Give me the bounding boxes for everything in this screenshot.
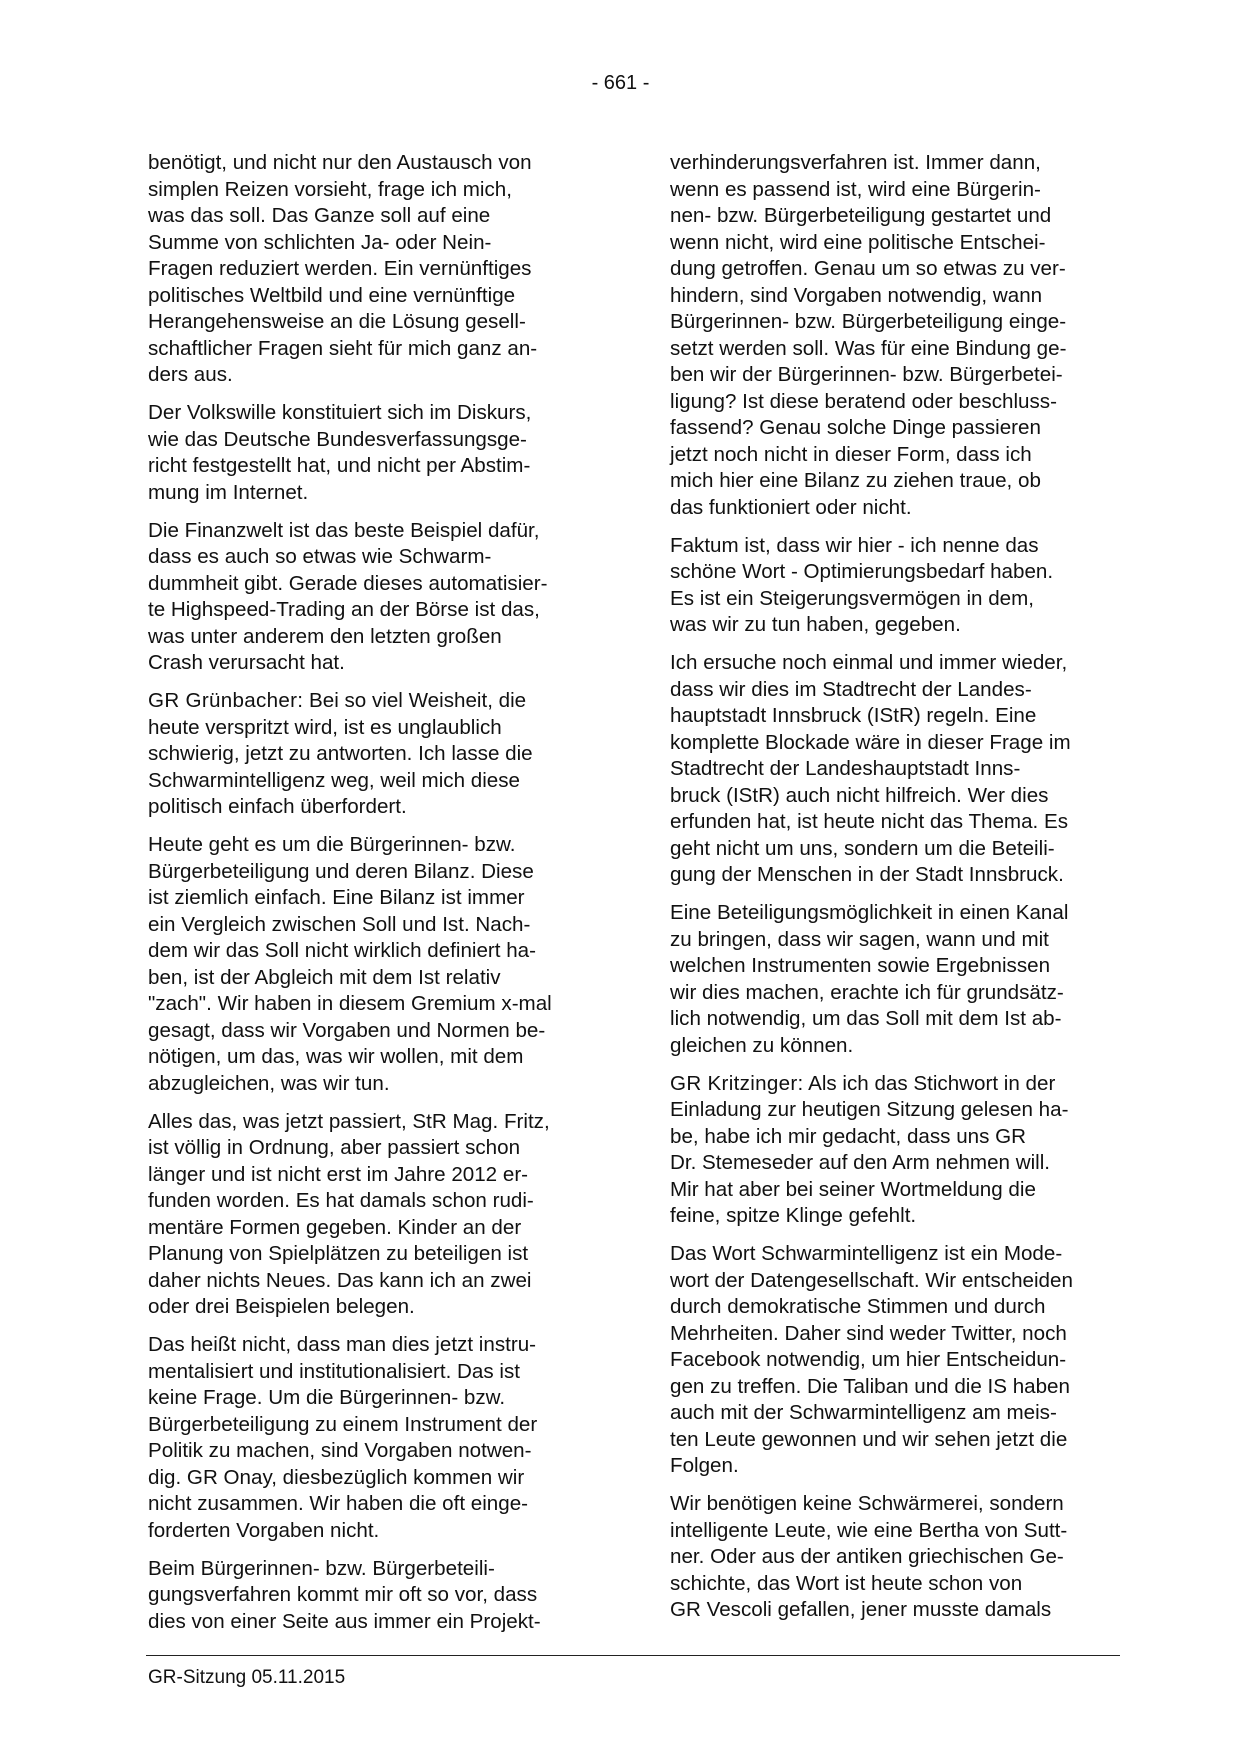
- text-line: mentalisiert und institutionalisiert. Das ist: [148, 1359, 520, 1383]
- page-number: - 661 -: [591, 72, 650, 94]
- text-line: Schwarmintelligenz weg, weil mich diese: [148, 768, 520, 792]
- text-line: jetzt noch nicht in dieser Form, dass ich: [670, 442, 1032, 466]
- text-line: Crash verursacht hat.: [148, 651, 345, 674]
- text-line: ben wir der Bürgerinnen- bzw. Bürgerbetei-: [670, 363, 1063, 386]
- text-line: Dr. Stemeseder auf den Arm nehmen will.: [670, 1151, 1051, 1174]
- text-line: Mehrheiten. Daher sind weder Twitter, noch: [670, 1321, 1067, 1345]
- text-line: Heute geht es um die Bürgerinnen- bzw.: [148, 833, 516, 856]
- text-line: Bürgerbeteiligung zu einem Instrument der: [148, 1412, 538, 1436]
- paragraph: [670, 650, 1110, 889]
- text-line: Alles das, was jetzt passiert, StR Mag. Fritz,: [148, 1109, 550, 1133]
- text-line: was das soll. Das Ganze soll auf eine: [148, 204, 491, 227]
- text-line: abzugleichen, was wir tun.: [148, 1071, 390, 1095]
- text-line: be, habe ich mir gedacht, dass uns GR: [670, 1124, 1027, 1148]
- text-line: Eine Beteiligungsmöglichkeit in einen Kanal: [670, 901, 1069, 924]
- text-line: oder drei Beispielen belegen.: [148, 1295, 415, 1318]
- text-line: heute verspritzt wird, ist es unglaublich: [148, 715, 502, 739]
- text-line: wie das Deutsche Bundesverfassungsge-: [148, 427, 527, 451]
- speech-text: Als ich das Stichwort in der: [803, 1071, 1056, 1095]
- text-line: schöne Wort - Optimierungsbedarf haben.: [670, 560, 1054, 583]
- text-line: [670, 1071, 1110, 1098]
- text-line: [148, 688, 588, 715]
- text-line: verhinderungsverfahren ist. Immer dann,: [670, 151, 1041, 174]
- text-line: dung getroffen. Genau um so etwas zu ver-: [670, 257, 1066, 280]
- paragraph: [148, 688, 588, 821]
- speech-text: Bei so viel Weisheit, die: [303, 689, 527, 712]
- text-line: Bürgerbeteiligung und deren Bilanz. Diese: [148, 859, 534, 883]
- footer-divider: [146, 1655, 1120, 1656]
- text-line: Der Volkswille konstituiert sich im Diskurs,: [148, 401, 532, 424]
- text-line: funden worden. Es hat damals schon rudi-: [148, 1189, 534, 1212]
- text-line: Politik zu machen, sind Vorgaben notwen-: [148, 1439, 532, 1462]
- speaker-name: GR Grünbacher:: [148, 689, 304, 712]
- text-line: dem wir das Soll nicht wirklich definiert ha-: [148, 939, 536, 962]
- text-line: das funktioniert oder nicht.: [670, 495, 912, 519]
- text-line: komplette Blockade wäre in dieser Frage im: [670, 730, 1071, 754]
- text-line: te Highspeed-Trading an der Börse ist das,: [148, 598, 540, 621]
- text-line: zu bringen, dass wir sagen, wann und mit: [670, 927, 1049, 951]
- text-line: Faktum ist, dass wir hier - ich nenne das: [670, 533, 1039, 557]
- text-line: Stadtrecht der Landeshauptstadt Inns-: [670, 757, 1021, 780]
- paragraph: [148, 1556, 588, 1636]
- text-line: lich notwendig, um das Soll mit dem Ist ab-: [670, 1007, 1062, 1030]
- text-line: ders aus.: [148, 363, 233, 386]
- text-line: "zach". Wir haben in diesem Gremium x-mal: [148, 992, 552, 1015]
- text-line: gen zu treffen. Die Taliban und die IS haben: [670, 1374, 1070, 1398]
- text-line: GR Vescoli gefallen, jener musste damals: [670, 1598, 1052, 1621]
- text-line: Wir benötigen keine Schwärmerei, sondern: [670, 1492, 1064, 1515]
- text-line: Es ist ein Steigerungsvermögen in dem,: [670, 586, 1035, 610]
- paragraph: [670, 1071, 1110, 1230]
- left-text-column: [148, 150, 588, 1647]
- text-line: Mir hat aber bei seiner Wortmeldung die: [670, 1177, 1036, 1201]
- text-line: wir dies machen, erachte ich für grundsätz-: [670, 980, 1064, 1004]
- text-line: Herangehensweise an die Lösung gesell-: [148, 310, 526, 333]
- text-line: forderten Vorgaben nicht.: [148, 1518, 380, 1542]
- text-line: simplen Reizen vorsieht, frage ich mich,: [148, 177, 512, 201]
- paragraph: [670, 900, 1110, 1059]
- text-line: wenn es passend ist, wird eine Bürgerin-: [670, 177, 1041, 201]
- text-line: gung der Menschen in der Stadt Innsbruck.: [670, 863, 1064, 886]
- text-line: gungsverfahren kommt mir oft so vor, dass: [148, 1583, 538, 1606]
- text-line: geht nicht um uns, sondern um die Beteili-: [670, 836, 1055, 860]
- text-line: Planung von Spielplätzen zu beteiligen ist: [148, 1242, 529, 1265]
- text-line: Das Wort Schwarmintelligenz ist ein Mode-: [670, 1242, 1063, 1265]
- text-line: hauptstadt Innsbruck (IStR) regeln. Eine: [670, 704, 1037, 727]
- text-line: nötigen, um das, was wir wollen, mit dem: [148, 1045, 524, 1068]
- text-line: politisches Weltbild und eine vernünftige: [148, 283, 516, 307]
- text-line: mung im Internet.: [148, 480, 309, 504]
- text-line: auch mit der Schwarmintelligenz am meis-: [670, 1401, 1057, 1424]
- text-line: ligung? Ist diese beratend oder beschluss-: [670, 389, 1057, 413]
- paragraph: [148, 1109, 588, 1321]
- text-line: daher nichts Neues. Das kann ich an zwei: [148, 1268, 532, 1292]
- paragraph: [670, 150, 1110, 521]
- text-line: Einladung zur heutigen Sitzung gelesen ha-: [670, 1098, 1069, 1121]
- text-line: Summe von schlichten Ja- oder Nein-: [148, 230, 492, 254]
- text-line: ist ziemlich einfach. Eine Bilanz ist immer: [148, 886, 525, 909]
- text-line: mich hier eine Bilanz zu ziehen traue, ob: [670, 469, 1041, 492]
- text-line: welchen Instrumenten sowie Ergebnissen: [670, 954, 1051, 977]
- speaker-name: GR Kritzinger:: [670, 1071, 804, 1095]
- text-line: was wir zu tun haben, gegeben.: [670, 613, 961, 636]
- text-line: schwierig, jetzt zu antworten. Ich lasse die: [148, 742, 533, 765]
- text-line: Bürgerinnen- bzw. Bürgerbeteiligung einge-: [670, 310, 1067, 333]
- text-line: Fragen reduziert werden. Ein vernünftiges: [148, 257, 532, 280]
- text-line: setzt werden soll. Was für eine Bindung ge-: [670, 336, 1067, 360]
- text-line: politisch einfach überfordert.: [148, 795, 407, 818]
- text-line: Das heißt nicht, dass man dies jetzt instru-: [148, 1333, 537, 1356]
- text-line: erfunden hat, ist heute nicht das Thema. Es: [670, 810, 1069, 833]
- text-line: dig. GR Onay, diesbezüglich kommen wir: [148, 1465, 525, 1489]
- text-line: Die Finanzwelt ist das beste Beispiel dafür,: [148, 518, 540, 542]
- text-line: intelligente Leute, wie eine Bertha von Sutt-: [670, 1518, 1068, 1542]
- paragraph: [148, 400, 588, 506]
- text-line: dies von einer Seite aus immer ein Projekt-: [148, 1609, 541, 1633]
- text-line: fassend? Genau solche Dinge passieren: [670, 416, 1041, 439]
- text-line: gesagt, dass wir Vorgaben und Normen be-: [148, 1018, 546, 1042]
- paragraph: [148, 1332, 588, 1544]
- text-line: gleichen zu können.: [670, 1033, 854, 1057]
- text-line: hindern, sind Vorgaben notwendig, wann: [670, 283, 1043, 307]
- text-line: ner. Oder aus der antiken griechischen Ge-: [670, 1545, 1064, 1568]
- text-line: Ich ersuche noch einmal und immer wieder,: [670, 651, 1068, 674]
- text-line: dummheit gibt. Gerade dieses automatisier-: [148, 571, 548, 595]
- text-line: schaftlicher Fragen sieht für mich ganz an-: [148, 336, 538, 360]
- text-line: mentäre Formen gegeben. Kinder an der: [148, 1215, 522, 1239]
- text-line: nen- bzw. Bürgerbeteiligung gestartet und: [670, 204, 1052, 227]
- text-line: ein Vergleich zwischen Soll und Ist. Nach-: [148, 912, 531, 936]
- text-line: bruck (IStR) auch nicht hilfreich. Wer dies: [670, 783, 1049, 807]
- text-line: dass wir dies im Stadtrecht der Landes-: [670, 677, 1032, 701]
- text-line: schichte, das Wort ist heute schon von: [670, 1571, 1023, 1595]
- paragraph: [148, 832, 588, 1097]
- text-line: dass es auch so etwas wie Schwarm-: [148, 545, 492, 568]
- text-line: länger und ist nicht erst im Jahre 2012 er-: [148, 1162, 529, 1186]
- text-line: was unter anderem den letzten großen: [148, 624, 502, 648]
- text-line: Folgen.: [670, 1454, 739, 1477]
- text-line: ben, ist der Abgleich mit dem Ist relativ: [148, 965, 501, 989]
- paragraph: [148, 518, 588, 677]
- text-line: ist völlig in Ordnung, aber passiert schon: [148, 1136, 521, 1159]
- text-line: ten Leute gewonnen und wir sehen jetzt die: [670, 1427, 1068, 1451]
- text-line: nicht zusammen. Wir haben die oft einge-: [148, 1492, 529, 1515]
- paragraph: [670, 533, 1110, 639]
- paragraph: [670, 1241, 1110, 1480]
- text-line: Facebook notwendig, um hier Entscheidun-: [670, 1348, 1067, 1371]
- text-line: richt festgestellt hat, und nicht per Abstim-: [148, 454, 531, 477]
- text-line: feine, spitze Klinge gefehlt.: [670, 1204, 917, 1227]
- footer-session-date: GR-Sitzung 05.11.2015: [148, 1667, 346, 1688]
- paragraph: [670, 1491, 1110, 1624]
- right-text-column: [670, 150, 1110, 1635]
- text-line: durch demokratische Stimmen und durch: [670, 1295, 1046, 1318]
- text-line: keine Frage. Um die Bürgerinnen- bzw.: [148, 1386, 506, 1409]
- text-line: Beim Bürgerinnen- bzw. Bürgerbeteili-: [148, 1556, 495, 1580]
- text-line: wenn nicht, wird eine politische Entschei-: [670, 230, 1046, 254]
- text-line: benötigt, und nicht nur den Austausch von: [148, 151, 532, 174]
- paragraph: [148, 150, 588, 389]
- text-line: wort der Datengesellschaft. Wir entscheiden: [670, 1268, 1073, 1292]
